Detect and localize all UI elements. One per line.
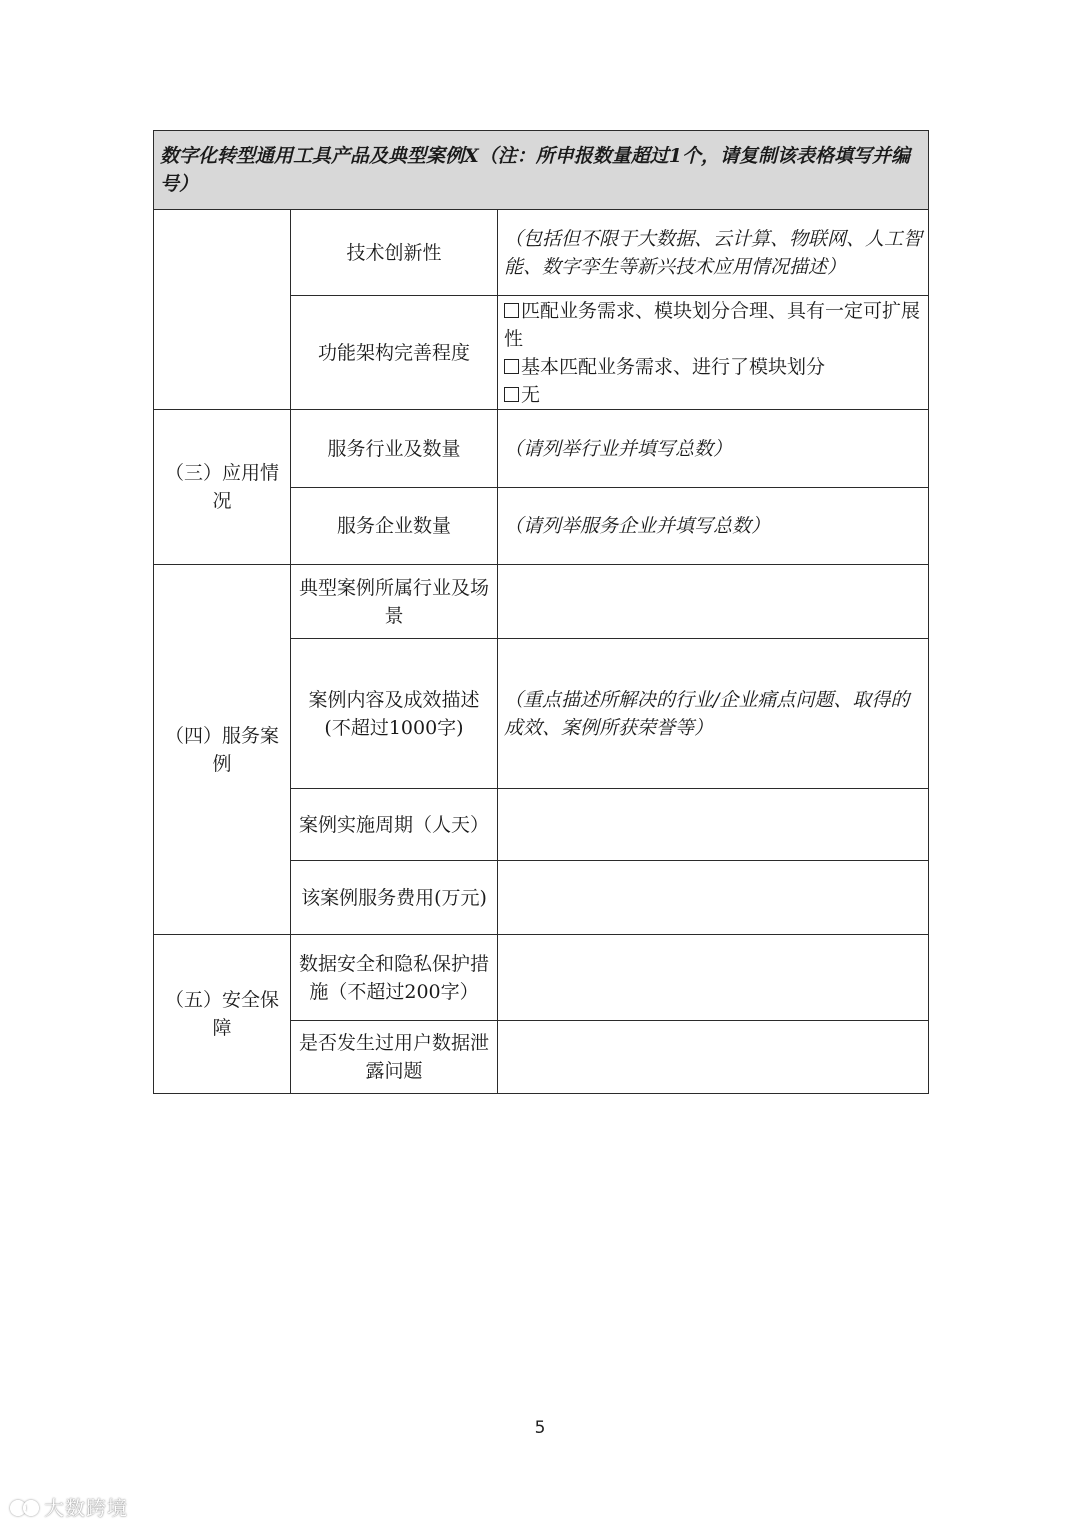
section-5-title: （五）安全保障: [154, 935, 291, 1094]
row-label: 服务行业及数量: [291, 410, 498, 488]
checkbox-icon[interactable]: [504, 359, 519, 374]
table-header-row: [154, 131, 929, 210]
row-value-cell[interactable]: [498, 935, 929, 1021]
table-row: [154, 210, 929, 296]
tech-innovation-hint: （包括但不限于大数据、云计算、物联网、人工智能、数字孪生等新兴技术应用情况描述）: [498, 210, 929, 296]
row-value-cell[interactable]: [498, 1021, 929, 1094]
checkbox-icon[interactable]: [504, 303, 519, 318]
row-label: 案例内容及成效描述(不超过1000字): [291, 639, 498, 789]
section-blank-cell: [154, 210, 291, 410]
table-row: [154, 565, 929, 639]
tech-innovation-label: 技术创新性: [291, 210, 498, 296]
option-item[interactable]: 无: [504, 381, 922, 409]
application-form-table: [153, 130, 929, 1094]
row-label: 典型案例所属行业及场景: [291, 565, 498, 639]
row-label: 数据安全和隐私保护措施（不超过200字）: [291, 935, 498, 1021]
page-number: 5: [534, 1418, 546, 1438]
row-value-cell[interactable]: [498, 565, 929, 639]
row-label: 服务企业数量: [291, 488, 498, 565]
section-3-title: （三）应用情况: [154, 410, 291, 565]
table-header-title: 数字化转型通用工具产品及典型案例X（注：所申报数量超过1个，请复制该表格填写并编号）: [154, 131, 929, 210]
architecture-label: 功能架构完善程度: [291, 296, 498, 410]
option-item[interactable]: 匹配业务需求、模块划分合理、具有一定可扩展性: [504, 299, 921, 350]
table-row: [154, 935, 929, 1021]
row-hint: （请列举服务企业并填写总数）: [498, 488, 929, 565]
row-value-cell[interactable]: [498, 789, 929, 861]
table-row: [154, 410, 929, 488]
row-label: 案例实施周期（人天）: [291, 789, 498, 861]
row-hint: （重点描述所解决的行业/企业痛点问题、取得的成效、案例所获荣誉等）: [498, 639, 929, 789]
watermark-text: 大数跨境: [44, 1496, 128, 1520]
row-value-cell[interactable]: [498, 861, 929, 935]
watermark: [10, 1492, 128, 1521]
option-item[interactable]: 基本匹配业务需求、进行了模块划分: [504, 353, 922, 381]
section-4-title: （四）服务案例: [154, 565, 291, 935]
row-label: 是否发生过用户数据泄露问题: [291, 1021, 498, 1094]
row-label: 该案例服务费用(万元): [291, 861, 498, 935]
architecture-options: [498, 296, 929, 410]
checkbox-icon[interactable]: [504, 387, 519, 402]
row-hint: （请列举行业并填写总数）: [498, 410, 929, 488]
watermark-logo-icon: [10, 1498, 40, 1516]
